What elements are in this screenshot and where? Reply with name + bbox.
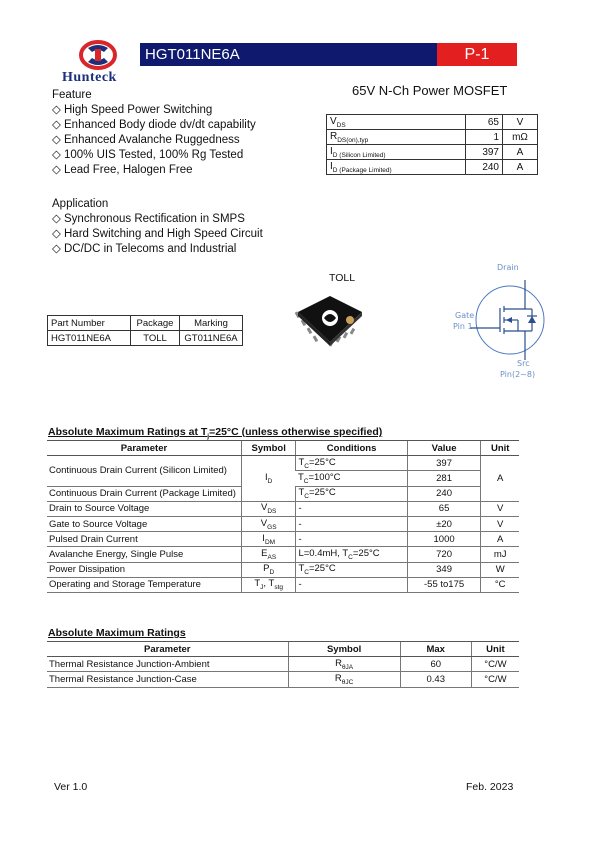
mosfet-schematic	[470, 280, 550, 360]
source-label: Src	[517, 359, 530, 368]
source-pin-label: Pin(2~8)	[500, 370, 536, 379]
feature-title: Feature	[52, 89, 92, 101]
page-number-tab: P-1	[437, 43, 517, 66]
version-label: Ver 1.0	[54, 781, 88, 793]
feature-item: ◇ 100% UIS Tested, 100% Rg Tested	[52, 149, 244, 161]
package-label: TOLL	[329, 272, 356, 284]
table-row: Continuous Drain Current (Silicon Limited) $I_D$ $T_C=25^\circ C$ 397 A	[47, 456, 519, 471]
table-row: Continuous Drain Current (Package Limited) $T_C=25^\circ C$ 240	[47, 486, 519, 501]
diamond-bullet-icon: ◇	[52, 213, 61, 225]
spec-row: $I_{D (Silicon Limited)}$ 397 A	[327, 145, 538, 160]
ordering-header-row: Part Number Package Marking	[48, 316, 243, 331]
feature-item: ◇ High Speed Power Switching	[52, 104, 213, 116]
ordering-table	[47, 315, 243, 346]
device-subtitle: 65V N-Ch Power MOSFET	[352, 83, 508, 98]
diamond-bullet-icon: ◇	[52, 134, 61, 146]
amr-header-row: Parameter Symbol Conditions Value Unit	[47, 441, 519, 456]
spec-row: $R_{DS(on),typ}$ 1 mΩ	[327, 130, 538, 145]
diamond-bullet-icon: ◇	[52, 164, 61, 176]
spec-row: $V_{DS}$ 65 V	[327, 115, 538, 130]
feature-item: ◇ Lead Free, Halogen Free	[52, 164, 193, 176]
application-list	[52, 212, 263, 257]
company-logo	[78, 40, 118, 70]
table-row: Operating and Storage Temperature $T_J$, $T_{stg}$ - -55 to175 °C	[47, 577, 519, 592]
application-item: ◇ Synchronous Rectification in SMPS	[52, 213, 245, 225]
table-row: Avalanche Energy, Single Pulse $E_{AS}$ L=0.4mH, $T_C=25^\circ C$ 720 mJ	[47, 547, 519, 562]
part-number-title: HGT011NE6A	[145, 46, 240, 63]
table-row: Thermal Resistance Junction-Ambient $R_{\theta JA}$ 60 °C/W	[47, 657, 519, 672]
date-label: Feb. 2023	[466, 781, 514, 793]
feature-list	[52, 103, 256, 178]
table-row: Pulsed Drain Current $I_{DM}$ - 1000 A	[47, 532, 519, 547]
spec-row: $I_{D (Package Limited)}$ 240 A	[327, 160, 538, 175]
gate-pin-label: Pin 1	[453, 322, 473, 331]
application-title: Application	[52, 198, 109, 210]
diamond-bullet-icon: ◇	[52, 149, 61, 161]
drain-label: Drain	[497, 263, 519, 272]
ordering-row: HGT011NE6A TOLL GT011NE6A	[48, 331, 243, 346]
amr-title: Absolute Maximum Ratings at $T_j=25^\circ C$ (unless otherwise specified)	[48, 426, 383, 441]
table-row: Thermal Resistance Junction-Case $R_{\theta JC}$ 0.43 °C/W	[47, 672, 519, 687]
application-item: ◇ Hard Switching and High Speed Circuit	[52, 228, 263, 240]
diamond-bullet-icon: ◇	[52, 104, 61, 116]
table-row: Gate to Source Voltage $V_{GS}$ - ±20 V	[47, 516, 519, 531]
diamond-bullet-icon: ◇	[52, 228, 61, 240]
thermal-table	[47, 641, 519, 688]
table-row: Power Dissipation $P_D$ $T_C=25^\circ C$ 349 W	[47, 562, 519, 577]
package-image	[290, 290, 370, 360]
diamond-bullet-icon: ◇	[52, 243, 61, 255]
feature-item: ◇ Enhanced Avalanche Ruggedness	[52, 134, 240, 146]
table-row: $T_C=100^\circ C$ 281	[47, 471, 519, 486]
thermal-header-row: Parameter Symbol Max Unit	[47, 642, 519, 657]
application-item: ◇ DC/DC in Telecoms and Industrial	[52, 243, 237, 255]
amr-table	[47, 440, 519, 593]
gate-label: Gate	[455, 311, 475, 320]
thermal-title: Absolute Maximum Ratings	[48, 627, 186, 639]
logo-text: Hunteck	[62, 70, 117, 85]
key-specs-table	[326, 114, 538, 175]
feature-item: ◇ Enhanced Body diode dv/dt capability	[52, 119, 256, 131]
table-row: Drain to Source Voltage $V_{DS}$ - 65 V	[47, 501, 519, 516]
diamond-bullet-icon: ◇	[52, 119, 61, 131]
